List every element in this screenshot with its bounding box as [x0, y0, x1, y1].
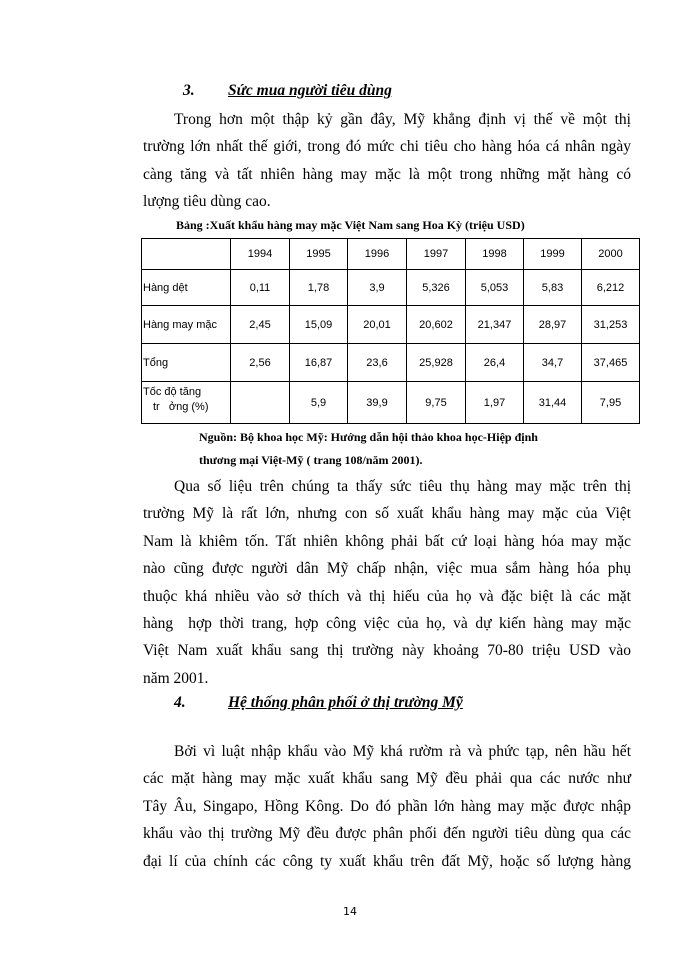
table-corner-cell: [142, 239, 231, 270]
table-source-line-2: thương mại Việt-Mỹ ( trang 108/năm 2001).: [199, 453, 423, 467]
section-3-number: 3.: [183, 82, 195, 99]
table-cell: 6,212: [582, 270, 640, 306]
table-cell: 25,928: [407, 344, 466, 382]
table-cell: 20,01: [348, 306, 407, 344]
table-cell: 34,7: [524, 344, 582, 382]
row-label-line: Tốc độ tăng: [143, 386, 202, 398]
row-label: Hàng may mặc: [142, 306, 231, 344]
table-header-year: 1998: [466, 239, 524, 270]
table-cell: 7,95: [582, 382, 640, 424]
table-cell: 3,9: [348, 270, 407, 306]
paragraph-line: nào cũng được người dân Mỹ chấp nhận, việc mua sắm hàng hóa phụ: [143, 560, 631, 578]
paragraph-line: các mặt hàng may mặc xuất khẩu sang Mỹ đều phải qua các nước như: [143, 770, 631, 788]
table-cell: 2,45: [231, 306, 290, 344]
paragraph-line: thuộc khá nhiều vào sở thích và thị hiếu của họ và đặc biệt là các mặt: [143, 587, 631, 605]
table-cell: 15,09: [290, 306, 348, 344]
table-cell: 9,75: [407, 382, 466, 424]
paragraph-line: càng tăng và tất nhiên hàng may mặc là một trong những mặt hàng có: [143, 165, 631, 183]
section-4-number: 4.: [174, 694, 186, 711]
paragraph-line: hàng hợp thời trang, hợp công việc của họ, và dự kiến hàng may mặc: [143, 614, 631, 632]
paragraph-1: [143, 106, 631, 216]
table-cell: 1,97: [466, 382, 524, 424]
paragraph-line: trường lớn nhất thế giới, trong đó mức chi tiêu cho hàng hóa cá nhân ngày: [143, 138, 631, 156]
table-header-year: 2000: [582, 239, 640, 270]
table-header-year: 1994: [231, 239, 290, 270]
table-cell: 1,78: [290, 270, 348, 306]
table-header-year: 1996: [348, 239, 407, 270]
table-cell: 39,9: [348, 382, 407, 424]
row-label: [142, 382, 231, 424]
table-cell: 5,326: [407, 270, 466, 306]
section-4-heading: [174, 694, 494, 714]
table-cell: 2,56: [231, 344, 290, 382]
table-row: [142, 382, 640, 424]
table-cell: 0,11: [231, 270, 290, 306]
paragraph-2: [143, 473, 631, 692]
paragraph-line: Bởi vì luật nhập khẩu vào Mỹ khá rườm rà và phức tạp, nên hầu hết: [174, 743, 631, 760]
paragraph-line: Tây Âu, Singapo, Hồng Kông. Do đó phần lớn hàng may mặc được nhập: [143, 797, 631, 815]
export-table: [141, 238, 640, 424]
table-header-year: 1999: [524, 239, 582, 270]
paragraph-line: Qua số liệu trên chúng ta thấy sức tiêu thụ hàng may mặc trên thị: [174, 478, 631, 495]
table-row: [142, 270, 640, 306]
table-cell: 5,053: [466, 270, 524, 306]
table-cell: 21,347: [466, 306, 524, 344]
table-header-row: [142, 239, 640, 270]
table-cell: 31,253: [582, 306, 640, 344]
section-3-title: Sức mua người tiêu dùng: [228, 82, 392, 99]
table-cell: 16,87: [290, 344, 348, 382]
paragraph-line: đại lí của chính các công ty xuất khẩu trên đất Mỹ, hoặc số lượng hàng: [143, 852, 631, 870]
row-label: Tổng: [142, 344, 231, 382]
table-cell: 20,602: [407, 306, 466, 344]
paragraph-line: Trong hơn một thập kỷ gần đây, Mỹ khẳng định vị thế về một thị: [174, 111, 631, 128]
table-cell: 37,465: [582, 344, 640, 382]
paragraph-line: Việt Nam xuất khẩu sang thị trường này khoảng 70-80 triệu USD vào: [143, 642, 631, 660]
table-cell: 23,6: [348, 344, 407, 382]
table-cell: 28,97: [524, 306, 582, 344]
table-source-line-1: Nguồn: Bộ khoa học Mỹ: Hướng dẫn hội thảo khoa học-Hiệp định: [199, 430, 538, 444]
paragraph-line: khẩu vào thị trường Mỹ đều được phân phối đến người tiêu dùng qua các: [143, 825, 631, 843]
table-caption: Bảng :Xuất khẩu hàng may mặc Việt Nam sang Hoa Kỳ (triệu USD): [176, 218, 525, 232]
page-number: 14: [343, 905, 357, 918]
table-row: [142, 306, 640, 344]
row-label-line: tr ởng (%): [153, 401, 209, 413]
paragraph-line: trường Mỹ là rất lớn, nhưng con số xuất khẩu hàng may mặc của Việt: [143, 505, 631, 523]
table-cell: [231, 382, 290, 424]
table-row: [142, 344, 640, 382]
table-cell: 31,44: [524, 382, 582, 424]
table-cell: 5,83: [524, 270, 582, 306]
paragraph-line: Nam là khiêm tốn. Tất nhiên không phải bất cứ loại hàng hóa may mặc: [143, 532, 631, 550]
paragraph-line: lượng tiêu dùng cao.: [143, 193, 271, 211]
paragraph-3: [143, 738, 631, 875]
paragraph-line: năm 2001.: [143, 669, 209, 687]
table-cell: 26,4: [466, 344, 524, 382]
section-4-title: Hệ thống phân phối ở thị trường Mỹ: [228, 694, 463, 711]
section-3-heading: [183, 82, 443, 102]
table-cell: 5,9: [290, 382, 348, 424]
table-header-year: 1995: [290, 239, 348, 270]
row-label: Hàng dệt: [142, 270, 231, 306]
table-header-year: 1997: [407, 239, 466, 270]
